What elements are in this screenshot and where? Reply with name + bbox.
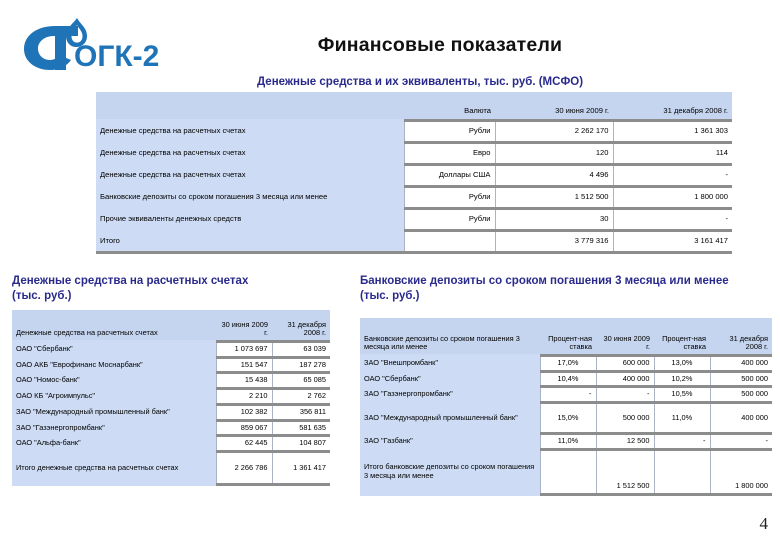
row-label: Денежные средства на расчетных счетах (96, 166, 404, 185)
sep (360, 493, 540, 496)
row-rate-2009: 17,0% (540, 357, 596, 370)
row-currency (404, 232, 495, 251)
page-number: 4 (759, 514, 768, 533)
row-value-2008: 104 807 (272, 437, 330, 450)
row-rate-2009: 15,0% (540, 404, 596, 432)
row-label: ОАО КБ "Агроимпульс" (12, 390, 216, 403)
table-row (12, 343, 330, 356)
row-value-2008: 500 000 (710, 388, 772, 401)
row-label: Итого (96, 232, 404, 251)
table-header-row (96, 92, 732, 119)
header-cell-2009: 30 июня 2009 г. (216, 310, 272, 340)
row-value-2009: 2 210 (216, 390, 272, 403)
row-rate-2009 (540, 451, 596, 493)
table-row (12, 437, 330, 450)
table-row (12, 422, 330, 435)
row-value-2009: 3 779 316 (495, 232, 613, 251)
row-value-2008: 1 800 000 (613, 188, 732, 207)
table-row (12, 374, 330, 387)
row-value-2009: 1 512 500 (596, 451, 654, 493)
row-separator (12, 483, 330, 486)
row-label: ЗАО "Газэнергопромбанк" (12, 422, 216, 435)
row-rate-2009: - (540, 388, 596, 401)
row-rate-2008: 11,0% (654, 404, 710, 432)
sep (404, 251, 495, 254)
table-row (12, 406, 330, 419)
cash-and-equivalents-table (96, 92, 732, 254)
row-value-2009: 15 438 (216, 374, 272, 387)
row-label: Итого банковские депозиты со сроком погашения 3 месяца или менее (360, 451, 540, 493)
sep (540, 493, 596, 496)
row-value-2009: 4 496 (495, 166, 613, 185)
row-rate-2008 (654, 451, 710, 493)
table-row (360, 373, 772, 386)
row-rate-2008: 13,0% (654, 357, 710, 370)
table-row (360, 404, 772, 432)
sep (216, 483, 272, 486)
sep (596, 493, 654, 496)
header-cell-blank (96, 92, 404, 119)
row-label: Денежные средства на расчетных счетах (96, 144, 404, 163)
cash-on-accounts-table (12, 310, 330, 486)
row-separator (96, 251, 732, 254)
table-row (96, 210, 732, 229)
header-cell-currency: Валюта (404, 92, 495, 119)
row-value-2009: 62 445 (216, 437, 272, 450)
row-value-2008: - (710, 435, 772, 448)
row-rate-2008: - (654, 435, 710, 448)
row-value-2008: 500 000 (710, 373, 772, 386)
row-value-2009: 120 (495, 144, 613, 163)
row-value-2008: 400 000 (710, 357, 772, 370)
table-header-row (12, 310, 330, 340)
row-value-2009: - (596, 388, 654, 401)
row-label: ОАО "Альфа-банк" (12, 437, 216, 450)
row-label: ЗАО "Внешпромбанк" (360, 357, 540, 370)
row-value-2009: 400 000 (596, 373, 654, 386)
header-cell-rate-2008: Процент-ная ставка (654, 318, 710, 354)
sep (495, 251, 613, 254)
row-value-2009: 1 512 500 (495, 188, 613, 207)
header-cell-2008: 31 декабря 2008 г. (710, 318, 772, 354)
table-row (360, 435, 772, 448)
header-cell-2008: 31 декабря 2008 г. (272, 310, 330, 340)
row-currency: Доллары США (404, 166, 495, 185)
row-label: ОАО "Сбербанк" (12, 343, 216, 356)
row-value-2009: 102 382 (216, 406, 272, 419)
header-cell-rate-2009: Процент-ная ставка (540, 318, 596, 354)
left-table-title-line2: (тыс. руб.) (12, 289, 72, 302)
table-row (360, 357, 772, 370)
row-value-2009: 2 266 786 (216, 453, 272, 483)
header-cell-2009: 30 июня 2009 г. (495, 92, 613, 119)
main-table-title: Денежные средства и их эквиваленты, тыс. руб. (МСФО) (256, 76, 584, 88)
table-total-row (360, 451, 772, 493)
row-value-2009: 12 500 (596, 435, 654, 448)
row-label: Итого денежные средства на расчетных счетах (12, 453, 216, 483)
row-value-2008: 400 000 (710, 404, 772, 432)
sep (613, 251, 732, 254)
table-total-row (96, 232, 732, 251)
row-value-2008: 581 635 (272, 422, 330, 435)
row-value-2008: 187 278 (272, 359, 330, 372)
table-row (12, 390, 330, 403)
row-value-2009: 600 000 (596, 357, 654, 370)
table-row (360, 388, 772, 401)
row-label: Банковские депозиты со сроком погашения 3 месяца или менее (96, 188, 404, 207)
logo-g-stem-icon (55, 36, 66, 70)
row-value-2008: 1 800 000 (710, 451, 772, 493)
logo-g-icon (24, 26, 78, 70)
row-value-2009: 859 067 (216, 422, 272, 435)
right-table-title-line1: Банковские депозиты со сроком погашения 3 месяца или менее (360, 275, 729, 287)
bank-deposits-table (360, 318, 772, 496)
table-row (96, 122, 732, 141)
sep (710, 493, 772, 496)
row-rate-2008: 10,5% (654, 388, 710, 401)
row-label: ЗАО "Газбанк" (360, 435, 540, 448)
header-cell-2008: 31 декабря 2008 г. (613, 92, 732, 119)
row-rate-2009: 11,0% (540, 435, 596, 448)
header-cell-2009: 30 июня 2009 г. (596, 318, 654, 354)
row-value-2008: 3 161 417 (613, 232, 732, 251)
sep (654, 493, 710, 496)
logo-graphic (14, 14, 164, 76)
row-rate-2009: 10,4% (540, 373, 596, 386)
row-value-2008: - (613, 210, 732, 229)
row-value-2009: 30 (495, 210, 613, 229)
table-row (12, 359, 330, 372)
row-value-2008: 356 811 (272, 406, 330, 419)
row-label: Денежные средства на расчетных счетах (96, 122, 404, 141)
company-logo (14, 14, 164, 76)
header-cell-bank: Банковские депозиты со сроком погашения 3 месяца или менее (360, 318, 540, 354)
row-rate-2008: 10,2% (654, 373, 710, 386)
row-currency: Рубли (404, 210, 495, 229)
row-value-2008: 114 (613, 144, 732, 163)
table-header-row (360, 318, 772, 354)
row-value-2008: 63 039 (272, 343, 330, 356)
row-currency: Рубли (404, 188, 495, 207)
right-table-title-line2: (тыс. руб.) (360, 289, 420, 302)
row-label: ЗАО "Газэнергопромбанк" (360, 388, 540, 401)
row-value-2008: 2 762 (272, 390, 330, 403)
row-label: ОАО АКБ "Еврофинанс Моснарбанк" (12, 359, 216, 372)
sep (272, 483, 330, 486)
row-currency: Рубли (404, 122, 495, 141)
logo-wordmark: ОГК-2 (74, 40, 160, 73)
table-row (96, 144, 732, 163)
row-value-2009: 2 262 170 (495, 122, 613, 141)
row-value-2009: 151 547 (216, 359, 272, 372)
right-table-title (360, 274, 778, 303)
page-title: Финансовые показатели (317, 34, 563, 56)
row-label: ОАО "Сбербанк" (360, 373, 540, 386)
header-cell-bank: Денежные средства на расчетных счетах (12, 310, 216, 340)
left-table-title (12, 274, 342, 303)
row-label: ЗАО "Международный промышленный банк" (12, 406, 216, 419)
sep (96, 251, 404, 254)
row-label: Прочие эквиваленты денежных средств (96, 210, 404, 229)
table-row (96, 166, 732, 185)
row-value-2008: 1 361 417 (272, 453, 330, 483)
row-value-2009: 1 073 697 (216, 343, 272, 356)
left-table-title-line1: Денежные средства на расчетных счетах (12, 275, 249, 287)
table-total-row (12, 453, 330, 483)
row-value-2009: 500 000 (596, 404, 654, 432)
row-currency: Евро (404, 144, 495, 163)
row-value-2008: 65 085 (272, 374, 330, 387)
row-separator (360, 493, 772, 496)
sep (12, 483, 216, 486)
row-label: ЗАО "Международный промышленный банк" (360, 404, 540, 432)
row-label: ОАО "Номос-банк" (12, 374, 216, 387)
table-row (96, 188, 732, 207)
row-value-2008: 1 361 303 (613, 122, 732, 141)
row-value-2008: - (613, 166, 732, 185)
